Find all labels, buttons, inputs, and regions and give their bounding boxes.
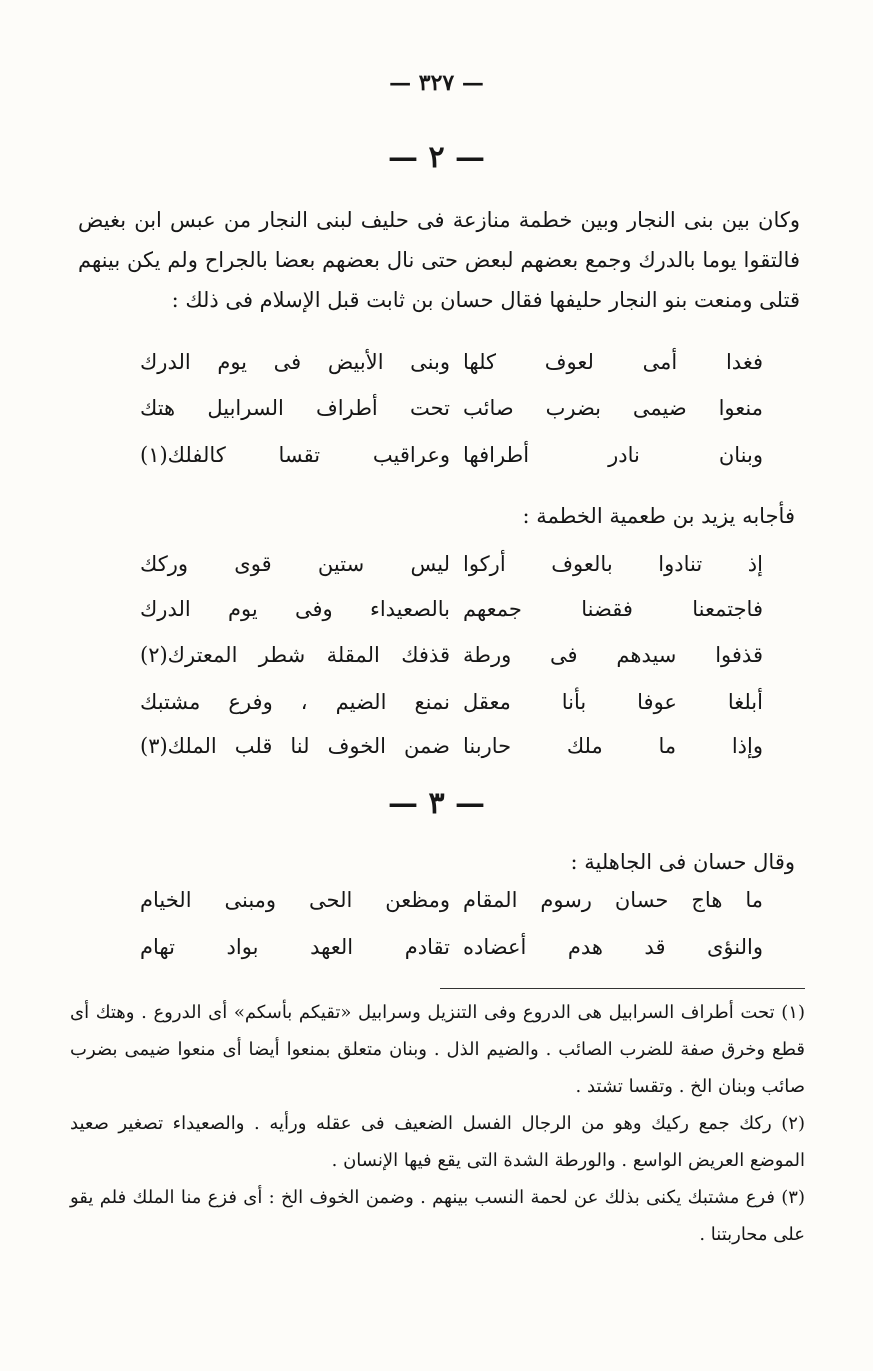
first-hemistich: أبلغا عوفا بأنا معقل — [463, 690, 763, 714]
verse — [0, 597, 873, 643]
verse — [0, 643, 873, 689]
second-hemistich: وعراقيب تقسا كالفلك(١) — [140, 443, 450, 467]
verse — [0, 396, 873, 442]
section-marker-2: — ٢ — — [387, 140, 486, 175]
verse — [0, 888, 873, 934]
footnote-2: (٢) ركك جمع ركيك وهو من الرجال الفسل الضعيف فى عقله ورأيه . والصعيداء تصغير صعيد الموضع العريض الواسع . والورطة الشدة التى يقع فيها الإنسان . — [70, 1113, 805, 1171]
first-hemistich: وإذا ما ملك حاربنا — [463, 734, 763, 758]
verse — [0, 552, 873, 598]
verse — [0, 443, 873, 489]
second-hemistich: ومظعن الحى ومبنى الخيام — [140, 888, 450, 912]
footnote-3: (٣) فرع مشتبك يكنى بذلك عن لحمة النسب بينهم . وضمن الخوف الخ : أى فزع منا الملك فلم يقو على محاربتنا . — [70, 1187, 805, 1245]
verse — [0, 350, 873, 396]
footnote-divider — [440, 988, 805, 989]
first-hemistich: ما هاج حسان رسوم المقام — [463, 888, 763, 912]
second-hemistich: قذفك المقلة شطر المعترك(٢) — [140, 643, 450, 667]
first-hemistich: إذ تنادوا بالعوف أركوا — [463, 552, 763, 576]
verse — [0, 734, 873, 780]
second-hemistich: تحت أطراف السرابيل هتك — [140, 396, 450, 420]
section-3-intro: وقال حسان فى الجاهلية : — [570, 850, 795, 874]
first-hemistich: منعوا ضيمى بضرب صائب — [463, 396, 763, 420]
first-hemistich: قذفوا سيدهم فى ورطة — [463, 643, 763, 667]
section-marker-3: — ٣ — — [387, 786, 486, 821]
second-hemistich: ضمن الخوف لنا قلب الملك(٣) — [140, 734, 450, 758]
second-hemistich: بالصعيداء وفى يوم الدرك — [140, 597, 450, 621]
first-hemistich: فاجتمعنا فقضنا جمعهم — [463, 597, 763, 621]
verse — [0, 690, 873, 736]
footnote-1: (١) تحت أطراف السرابيل هى الدروع وفى التنزيل وسرابيل «تقيكم بأسكم» أى الدروع . وهتك أى قطع وخرق صفة للضرب الصائب . والضيم الذل . وبنان متعلق بمنعوا أيضا أى منعوا ضيمى بضرب صائب وبنان الخ . وتقسا تشتد . — [70, 1002, 805, 1097]
first-hemistich: والنؤى قد هدم أعضاده — [463, 935, 763, 959]
verse — [0, 935, 873, 981]
second-hemistich: تقادم العهد بواد تهام — [140, 935, 450, 959]
second-hemistich: ليس ستين قوى وركك — [140, 552, 450, 576]
reply-intro: فأجابه يزيد بن طعمية الخطمة : — [522, 504, 795, 528]
section-2-prose: وكان بين بنى النجار وبين خطمة منازعة فى حليف لبنى النجار من عبس ابن بغيض فالتقوا يوما بالدرك وجمع بعضهم لبعض حتى نال بعضهم بعضا بالجراح ولم يكن بينهم قتلى ومنعت بنو النجار حليفها فقال حسان بن ثابت قبل الإسلام فى ذلك : — [78, 208, 800, 312]
first-hemistich: فغدا أمى لعوف كلها — [463, 350, 763, 374]
page-number: — ٣٢٧ — — [389, 70, 484, 96]
second-hemistich: نمنع الضيم ، وفرع مشتبك — [140, 690, 450, 714]
footnotes — [70, 994, 805, 1253]
first-hemistich: وبنان نادر أطرافها — [463, 443, 763, 467]
second-hemistich: وبنى الأبيض فى يوم الدرك — [140, 350, 450, 374]
